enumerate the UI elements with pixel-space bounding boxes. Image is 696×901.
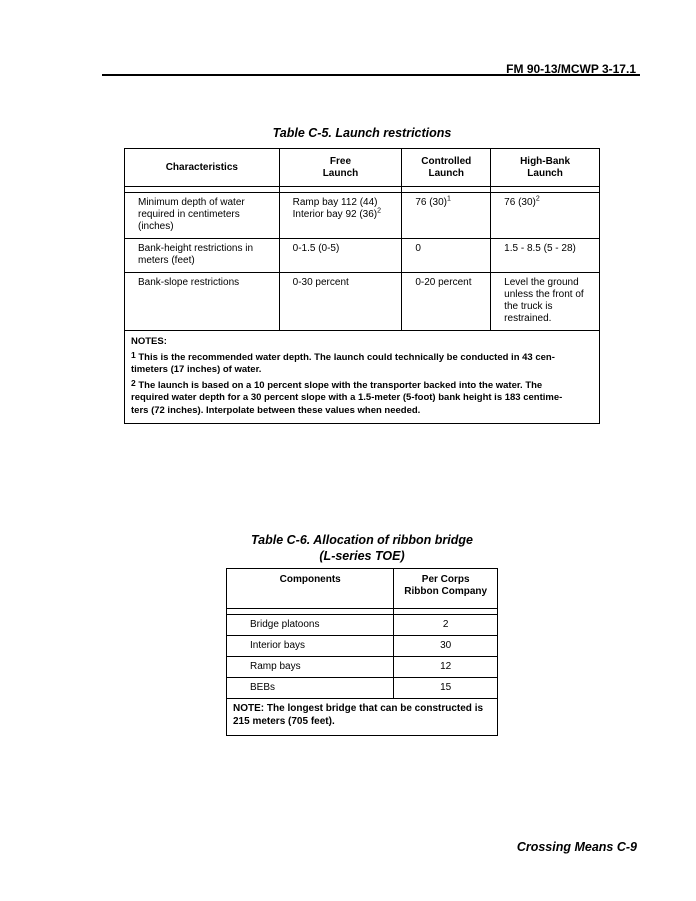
table-row <box>125 273 600 331</box>
col-per-corps-ribbon-company: Per Corps Ribbon Company <box>394 569 498 609</box>
launch-restrictions-table <box>124 148 600 424</box>
cell-characteristic: Bank-height restrictions in meters (feet) <box>125 239 280 273</box>
table-c6-caption: Table C-6. Allocation of ribbon bridge (L-series TOE) <box>251 533 473 563</box>
cell-free: Ramp bay 112 (44) Interior bay 92 $(36)^2$ <box>279 193 402 239</box>
note-1: 1 This is the recommended water depth. The launch could technically be conducted in 43 cen- timeters (17 inches) of water. <box>131 349 555 375</box>
cell-component: Ramp bays <box>227 657 394 678</box>
cell-component: Interior bays <box>227 636 394 657</box>
cell-count: 15 <box>394 678 498 699</box>
table-row <box>227 636 498 657</box>
cell-controlled: 0-20 percent <box>402 273 491 331</box>
table-row <box>125 193 600 239</box>
cell-count: 2 <box>394 615 498 636</box>
table-note: NOTE: The longest bridge that can be constructed is 215 meters (705 feet). <box>227 699 498 736</box>
cell-controlled: 0 <box>402 239 491 273</box>
document-id-header: FM 90-13/MCWP 3-17.1 <box>506 62 636 76</box>
cell-count: 30 <box>394 636 498 657</box>
cell-characteristic: Minimum depth of water required in centimeters (inches) <box>125 193 280 239</box>
table-notes <box>125 331 600 424</box>
cell-free: 0-1.5 (0-5) <box>279 239 402 273</box>
notes-title: NOTES: <box>131 336 167 347</box>
table-row <box>125 239 600 273</box>
cell-free: 0-30 percent <box>279 273 402 331</box>
table-header-row <box>227 569 498 609</box>
table-row <box>227 657 498 678</box>
table-header-row <box>125 149 600 187</box>
cell-high-bank: Level the ground unless the front of the truck is restrained. <box>491 273 600 331</box>
col-high-bank-launch: High-Bank Launch <box>491 149 600 187</box>
col-characteristics: Characteristics <box>125 149 280 187</box>
col-controlled-launch: Controlled Launch <box>402 149 491 187</box>
table-row <box>227 615 498 636</box>
cell-controlled: 76 $(30)^1$ <box>402 193 491 239</box>
cell-high-bank: 76 $(30)^2$ <box>491 193 600 239</box>
page-footer: Crossing Means C-9 <box>516 840 637 854</box>
cell-high-bank: 1.5 - 8.5 (5 - 28) <box>491 239 600 273</box>
notes-row <box>125 331 600 424</box>
cell-count: 12 <box>394 657 498 678</box>
table-c5-caption: Table C-5. Launch restrictions <box>272 126 452 140</box>
header-rule <box>102 74 640 76</box>
cell-characteristic: Bank-slope restrictions <box>125 273 280 331</box>
table-row <box>227 678 498 699</box>
col-free-launch: Free Launch <box>279 149 402 187</box>
note-row <box>227 699 498 736</box>
col-components: Components <box>227 569 394 609</box>
ribbon-bridge-allocation-table <box>226 568 498 736</box>
note-2: 2 The launch is based on a 10 percent slope with the transporter backed into the water. The required water depth for a 30 percent slope with a 1.5-meter (5-foot) bank height is 183 centime- ters (72 inches). Interpolate between these values when needed. <box>131 377 563 416</box>
cell-component: Bridge platoons <box>227 615 394 636</box>
cell-component: BEBs <box>227 678 394 699</box>
